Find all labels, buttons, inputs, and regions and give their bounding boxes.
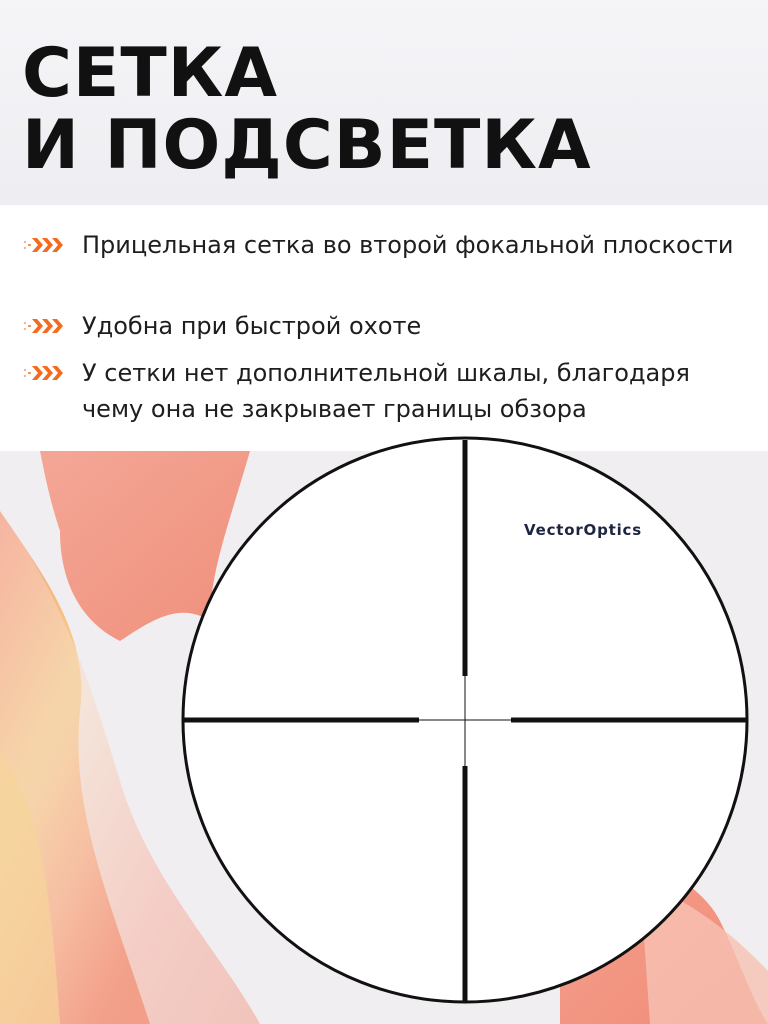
feature-text: У сетки нет дополнительной шкалы, благодаря чему она не закрывает границы обзора xyxy=(82,359,690,423)
title-line-1: СЕТКА xyxy=(22,34,278,113)
feature-text: Прицельная сетка во второй фокальной плоскости xyxy=(82,231,734,259)
title-line-2: И ПОДСВЕТКА xyxy=(22,106,592,185)
brand-logo: VectorOptics xyxy=(524,521,642,539)
feature-text: Удобна при быстрой охоте xyxy=(82,312,422,340)
